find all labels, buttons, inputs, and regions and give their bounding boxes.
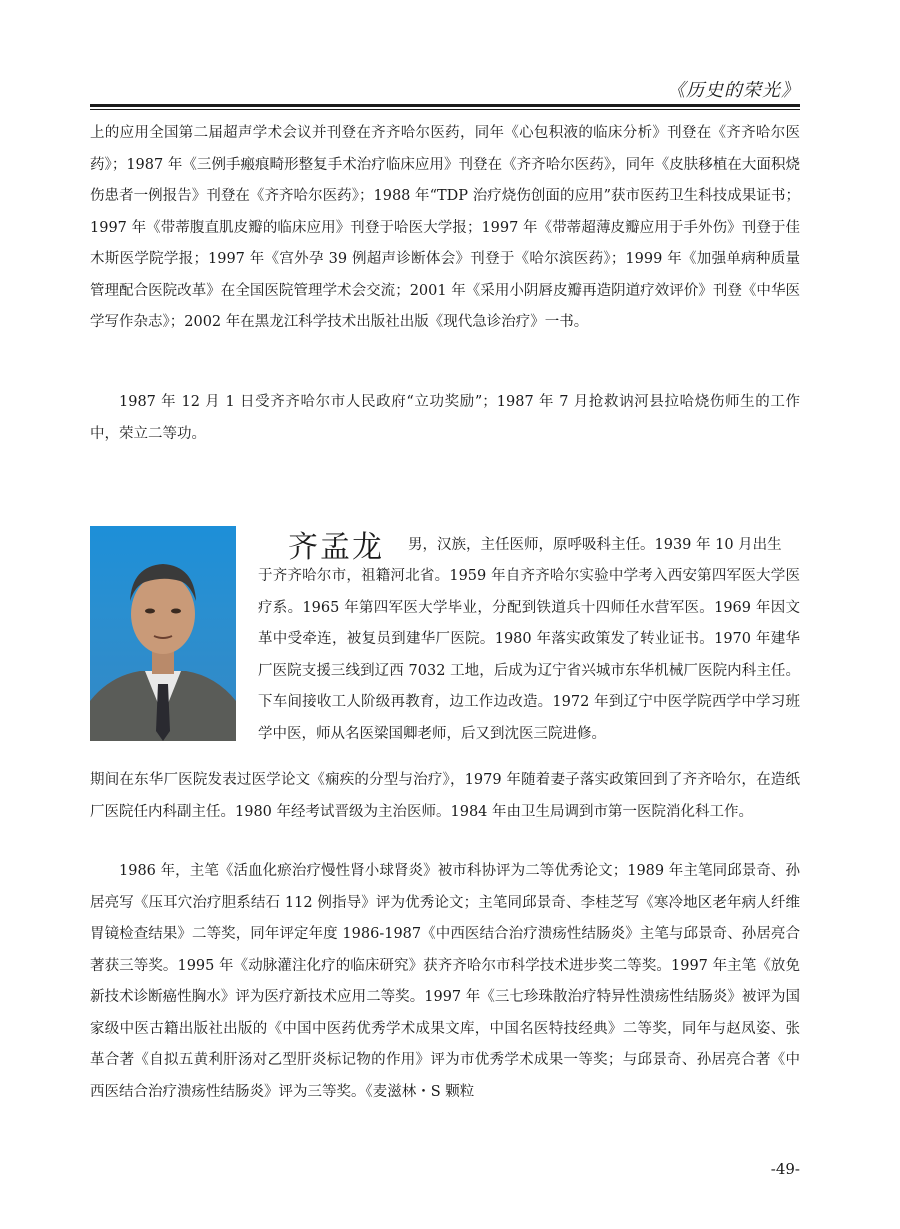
- bio-paragraph: 于齐齐哈尔市，祖籍河北省。1959 年自齐齐哈尔实验中学考入西安第四军医大学医疗系。1965 年第四军医大学毕业，分配到铁道兵十四师任水营军医。1969 年因文革中受牵连，被复员到建华厂医院。1980 年落实政策发了转业证书。1970 年建华厂医院支援三线到辽西 7032 工地，后成为辽宁省兴城市东华机械厂医院内科主任。下车间接收工人阶级再教育，边工作边改造。1972 年到辽宁中医学院西学中学习班学中医，师从名医梁国卿老师，后又到沈医三院进修。: [258, 568, 800, 742]
- paragraph-achievements: 1986 年，主笔《活血化瘀治疗慢性肾小球肾炎》被市科协评为二等优秀论文；1989 年主笔同邱景奇、孙居亮写《压耳穴治疗胆系结石 112 例指导》评为优秀论文；主笔同邱景奇、李桂芝写《寒冷地区老年病人纤维胃镜检查结果》二等奖，同年评定年度 1986-1987《中西医结合治疗溃疡性结肠炎》主笔与邱景奇、孙居亮合著获三等奖。1995 年《动脉灌注化疗的临床研究》获齐齐哈尔市科学技术进步奖二等奖。1997 年主笔《放免新技术诊断癌性胸水》评为医疗新技术应用二等奖。1997 年《三七珍珠散治疗特异性溃疡性结肠炎》被评为国家级中医古籍出版社出版的《中国中医药优秀学术成果文库，中国名医特技经典》二等奖，同年与赵凤姿、张革合著《自拟五黄利肝汤对乙型肝炎标记物的作用》评为市优秀学术成果一等奖；与邱景奇、孙居亮合著《中西医结合治疗溃疡性结肠炎》评为三等奖。《麦滋林・S 颗粒: [90, 863, 800, 1100]
- paragraph-career: 期间在东华厂医院发表过医学论文《痫疾的分型与治疗》，1979 年随着妻子落实政策回到了齐齐哈尔，在造纸厂医院任内科副主任。1980 年经考试晋级为主治医师。1984 年由卫生局调到市第一医院消化科工作。: [90, 772, 800, 820]
- paragraph-awards: 1987 年 12 月 1 日受齐齐哈尔市人民政府“立功奖励”；1987 年 7 月抢救讷河县拉哈烧伤师生的工作中，荣立二等功。: [90, 394, 800, 442]
- header-rule-thin: [90, 109, 800, 110]
- portrait-photo: [90, 526, 236, 741]
- header-rule: [90, 104, 800, 107]
- bio-intro-line: 男，汉族，主任医师，原呼吸科主任。1939 年 10 月出生: [408, 537, 782, 553]
- page-number: -49-: [770, 1160, 800, 1178]
- paragraph-publications: 上的应用全国第二届超声学术会议并刊登在齐齐哈尔医药，同年《心包积液的临床分析》刊登在《齐齐哈尔医药》；1987 年《三例手瘢痕畸形整复手术治疗临床应用》刊登在《齐齐哈尔医药》，同年《皮肤移植在大面积烧伤患者一例报告》刊登在《齐齐哈尔医药》；1988 年“TDP 治疗烧伤创面的应用”获市医药卫生科技成果证书；1997 年《带蒂腹直肌皮瓣的临床应用》刊登于哈医大学报；1997 年《带蒂超薄皮瓣应用于手外伤》刊登于佳木斯医学院学报；1997 年《宫外孕 39 例超声诊断体会》刊登于《哈尔滨医药》；1999 年《加强单病种质量管理配合医院改革》在全国医院管理学术会交流；2001 年《采用小阴唇皮瓣再造阴道疗效评价》刊登《中华医学写作杂志》；2002 年在黑龙江科学技术出版社出版《现代急诊治疗》一书。: [90, 125, 800, 330]
- bio-name: 齐孟龙: [288, 530, 384, 565]
- running-header-title: 《历史的荣光》: [667, 80, 800, 101]
